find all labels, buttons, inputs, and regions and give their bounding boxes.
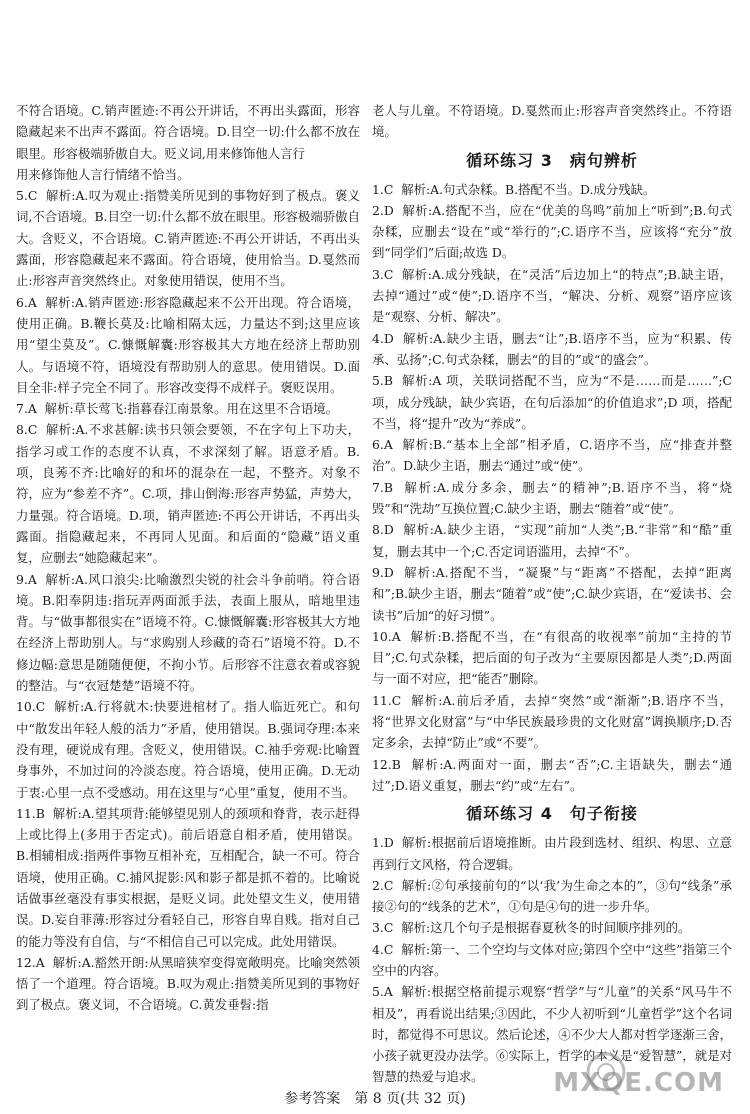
answer-item: [372, 875, 732, 918]
answer-number: 3.C: [372, 266, 394, 282]
answer-number: 2.D: [372, 202, 394, 218]
section-heading: 循环练习 3 病句辨析: [466, 150, 638, 170]
answer-text: 解析:A.两面对一面，删去“否”;C.主语缺失，删去“通过”;D.语义重复，删去“约”或“左右”。: [372, 756, 732, 793]
answer-text: 解析:A.缺少主语，“实现”前加“人类”;B.“非常”和“酷”重复，删去其中一个;C.否定词语滥用，去掉“不”。: [372, 522, 732, 559]
answer-text: 解析:A.不求甚解:读书只领会要领，不在字句上下功夫，指学习或工作的态度不认真，不求深刻了解。语意矛盾。B.项，良莠不齐:比喻好的和坏的混杂在一起，不整齐。对象不符，应为“参差不齐”。C.项，排山倒海:形容声势猛，声势大，力量强。符合语境。D.项，销声匿迹:不再公开讲话，不再出头露面。指隐藏起来，不再同人见面。和后面的“隐藏”语义重复，应删去“她隐藏起来”。: [16, 422, 360, 566]
answer-text: 解析:A.缺少主语，删去“让”;B.语序不当，应为“积累、传承、弘扬”;C.句式杂糅，删去“的目的”或“的盛会”。: [372, 330, 732, 367]
answer-item: [372, 100, 732, 143]
answer-number: 9.A: [16, 571, 37, 587]
answer-text: 老人与儿童。不符语境。D.戛然而止:形容声音突然终止。不符语境。: [372, 103, 732, 140]
answer-number: 12.A: [16, 954, 45, 970]
answer-item: [16, 803, 360, 952]
answer-text: 解析:A.成分残缺，在“灵活”后边加上“的特点”;B.缺主语，去掉“通过”或“使”;D.语序不当，“解决、分析、观察”语序应该是“观察、分析、解决”。: [372, 266, 732, 325]
left-column: [16, 100, 360, 1016]
answer-text: 解析:草长莺飞:指暮春江南景象。用在这里不合语境。: [44, 401, 339, 417]
answer-text: 解析:B.“基本上全部”相矛盾，C.语序不当，应“排查并整治”。D.缺少主语，删去“通过”或“使”。: [372, 437, 732, 474]
answer-text: 不符合语境。C.销声匿迹:不再公开讲话，不再出头露面，形容隐藏起来不出声不露面。符合语境。D.目空一切:什么都不放在眼里。形容极端骄傲自大。贬义词,用来修饰他人言行: [16, 103, 360, 161]
answer-text: 用来修饰他人言行情绪不恰当。: [16, 166, 190, 182]
answer-item: [16, 100, 360, 164]
answer-item: [372, 562, 732, 626]
answer-text: 解析:A.行将就木:快要进棺材了。指人临近死亡。和句中“散发出年轻人般的活力”矛盾，使用错误。B.强词夺理:本来没有理，硬说成有理。含贬义，使用错误。C.袖手旁观:比喻置身事外，不加过问的冷淡态度。符合语境，使用正确。D.无动于衷:心里一点不受感动。用在这里与“心里”重复，使用不当。: [16, 699, 360, 800]
answer-number: 1.C: [372, 181, 394, 197]
answer-number: 1.D: [372, 835, 394, 851]
answer-text: 解析:A.销声匿迹:形容隐藏起来不公开出现。符合语境，使用正确。B.鞭长莫及:比喻相隔太远，力量达不到;这里应该用“望尘莫及”。C.慷慨解囊:形容极其大方地在经济上帮助别人。与语境不符，语境没有帮助别人的意思。使用错误。D.面目全非:样子完全不同了。形容改变得不成样子。褒贬误用。: [16, 294, 360, 395]
answer-text: 解析:A.成分多余，删去“的精神”;B.语序不当，将“烧毁”和“洗劫”互换位置;C.缺少主语，删去“随着”或“使”。: [372, 479, 732, 517]
answer-text: 解析:A.搭配不当，应在“优美的鸟鸣”前加上“听到”;B.句式杂糅，应删去“设在”或“举行的”;C.语序不当，应该将“充分”放到“同学们”后面;故选 D。: [372, 202, 732, 261]
answer-text: 解析:A.句式杂糅。B.搭配不当。D.成分残缺。: [401, 181, 656, 197]
answer-number: 6.A: [16, 294, 37, 310]
answer-item: [372, 917, 732, 938]
answer-text: 解析:A.望其项背:能够望见别人的颈项和脊背，表示赶得上或比得上(多用于否定式)。前后语意自相矛盾，使用错误。B.相辅相成:指两件事物互相补充，互相配合，缺一不可。符合语境，使用正确。C.捕风捉影:风和影子都是抓不着的。比喻说话做事丝毫没有事实根据，是贬义词。此处望文生义，使用错误。D.妄自菲薄:形容过分看轻自己，形容自卑自贱。指对自己的能力等没有自信，与“不相信自己可以完成。此处用错误。: [16, 805, 360, 949]
answer-item: [372, 519, 732, 562]
answer-number: 3.C: [372, 920, 394, 936]
answer-item: [372, 200, 732, 264]
answer-item: [372, 179, 732, 200]
answer-number: 9.D: [372, 564, 394, 580]
answer-item: [372, 626, 732, 690]
answer-number: 11.C: [372, 692, 402, 708]
answer-item: [372, 328, 732, 371]
answer-item: [16, 952, 360, 1016]
answer-item: [372, 690, 732, 754]
answer-text: 解析:A.叹为观止:指赞美所见到的事物好到了极点。褒义词,不合语境。B.目空一切:什么都不放在眼里。形容极端骄傲自大。含贬义，不合语境。C.销声匿迹:不再公开讲话，不再出头露面，形容隐藏起来不露面。符合语境，使用恰当。D.戛然而止:形容声音突然终止。对象使用错误，使用不当。: [16, 188, 360, 289]
answer-number: 8.D: [372, 522, 394, 538]
answer-number: 4.C: [372, 941, 394, 957]
answer-number: 8.C: [16, 422, 38, 438]
answer-text: 解析:根据前后语境推断。由片段到选材、组织、构思、立意再到行文风格，符合逻辑。: [372, 835, 732, 872]
answer-item: [16, 696, 360, 802]
answer-text: 解析:第一、二个空均与文体对应;第四个空中“这些”指第三个空中的内容。: [372, 941, 732, 978]
answer-item: [16, 292, 360, 398]
answer-item: [16, 398, 360, 419]
watermark-text: MXQE.COM: [553, 1068, 724, 1098]
answer-text: 解析:A.豁然开朗:从黑暗狭窄变得宽敞明亮。比喻突然领悟了一个道理。符合语境。B.叹为观止:指赞美所见到的事物好到了极点。褒义词，不合语境。C.黄发垂髫:指: [16, 954, 360, 1013]
answer-item: [372, 754, 732, 797]
answer-number: 5.B: [372, 373, 393, 389]
answer-item: [372, 264, 732, 328]
answer-item: [372, 832, 732, 875]
answer-number: 5.C: [16, 188, 38, 204]
answer-text: 解析:②句承接前句的“以‘我’为生命之本的”，③句“线条”承接②句的“线条的艺术”，①句是④句的进一步升华。: [372, 877, 732, 915]
answer-text: 解析:A.搭配不当，“凝聚”与“距离”不搭配，去掉“距离和”;B.缺少主语，删去“随着”或“使”;C.缺少宾语，在“爱读书、会读书”后加“的好习惯”。: [372, 564, 732, 623]
answer-text: 解析:A.前后矛盾，去掉“突然”或“渐渐”;B.语序不当，将“世界文化财富”与“中华民族最珍贵的文化财富”调换顺序;D.否定多余，去掉“防止”或“不要”。: [372, 692, 732, 751]
answer-text: 解析:A 项，关联词搭配不当，应为“不是……而是……”;C 项，成分残缺，缺少宾语，在句后添加“的价值追求”;D 项，搭配不当，将“提升”改为“养成”。: [372, 373, 732, 431]
answer-item: [372, 939, 732, 982]
answer-number: 4.D: [372, 330, 394, 346]
answer-number: 5.A: [372, 984, 393, 1000]
page-footer: 参考答案 第 8 页(共 32 页): [284, 1091, 466, 1107]
answer-text: 解析:根据空格前提示观察“哲学”与“儿童”的关系“风马牛不相及”，再看说出结果;③因此，不少人初听到“儿童哲学”这个名词时，都觉得不可思议。然后论述，④不少大人都对哲学逐渐三舍，小孩子就更没办法学。⑥实际上，哲学的本义是“爱智慧”，就是对智慧的热爱与追求。: [372, 984, 732, 1085]
section-heading: 循环练习 4 句子衔接: [466, 804, 638, 824]
answer-item: [16, 164, 360, 185]
answer-item: [16, 569, 360, 697]
answer-number: 10.C: [16, 699, 46, 715]
answer-item: [372, 477, 732, 520]
right-column: [372, 100, 732, 1088]
answer-number: 12.B: [372, 756, 401, 772]
answer-item: [16, 185, 360, 291]
answer-number: 7.B: [372, 479, 393, 495]
answer-number: 7.A: [16, 401, 37, 417]
answer-item: [372, 370, 732, 434]
answer-number: 6.A: [372, 437, 393, 453]
answer-text: 解析:A.风口浪尖:比喻激烈尖锐的社会斗争前哨。符合语境。B.阳奉阴违:指玩弄两面派手法，表面上服从，暗地里违背。与“做事都很实在”语境不符。C.慷慨解囊:形容极其大方地在经济上帮助别人。与“求购别人珍藏的奇石”语境不符。D.不修边幅:意思是随随便便，不拘小节。后形容不注意衣着或容貌的整洁。与“衣冠楚楚”语境不符。: [16, 571, 360, 694]
answer-text: 解析:这几个句子是根据春夏秋冬的时间顺序排列的。: [401, 920, 691, 936]
answer-text: 解析:B.搭配不当，在“有很高的收视率”前加“主持的节目”;C.句式杂糅，把后面的句子改为“主要原因都是人类”;D.两面与一面不对应，把“能否”删除。: [372, 628, 732, 687]
answer-item: [372, 434, 732, 477]
answer-number: 2.C: [372, 877, 394, 893]
answer-number: 11.B: [16, 805, 45, 821]
answer-item: [16, 419, 360, 568]
answer-number: 10.A: [372, 628, 401, 644]
